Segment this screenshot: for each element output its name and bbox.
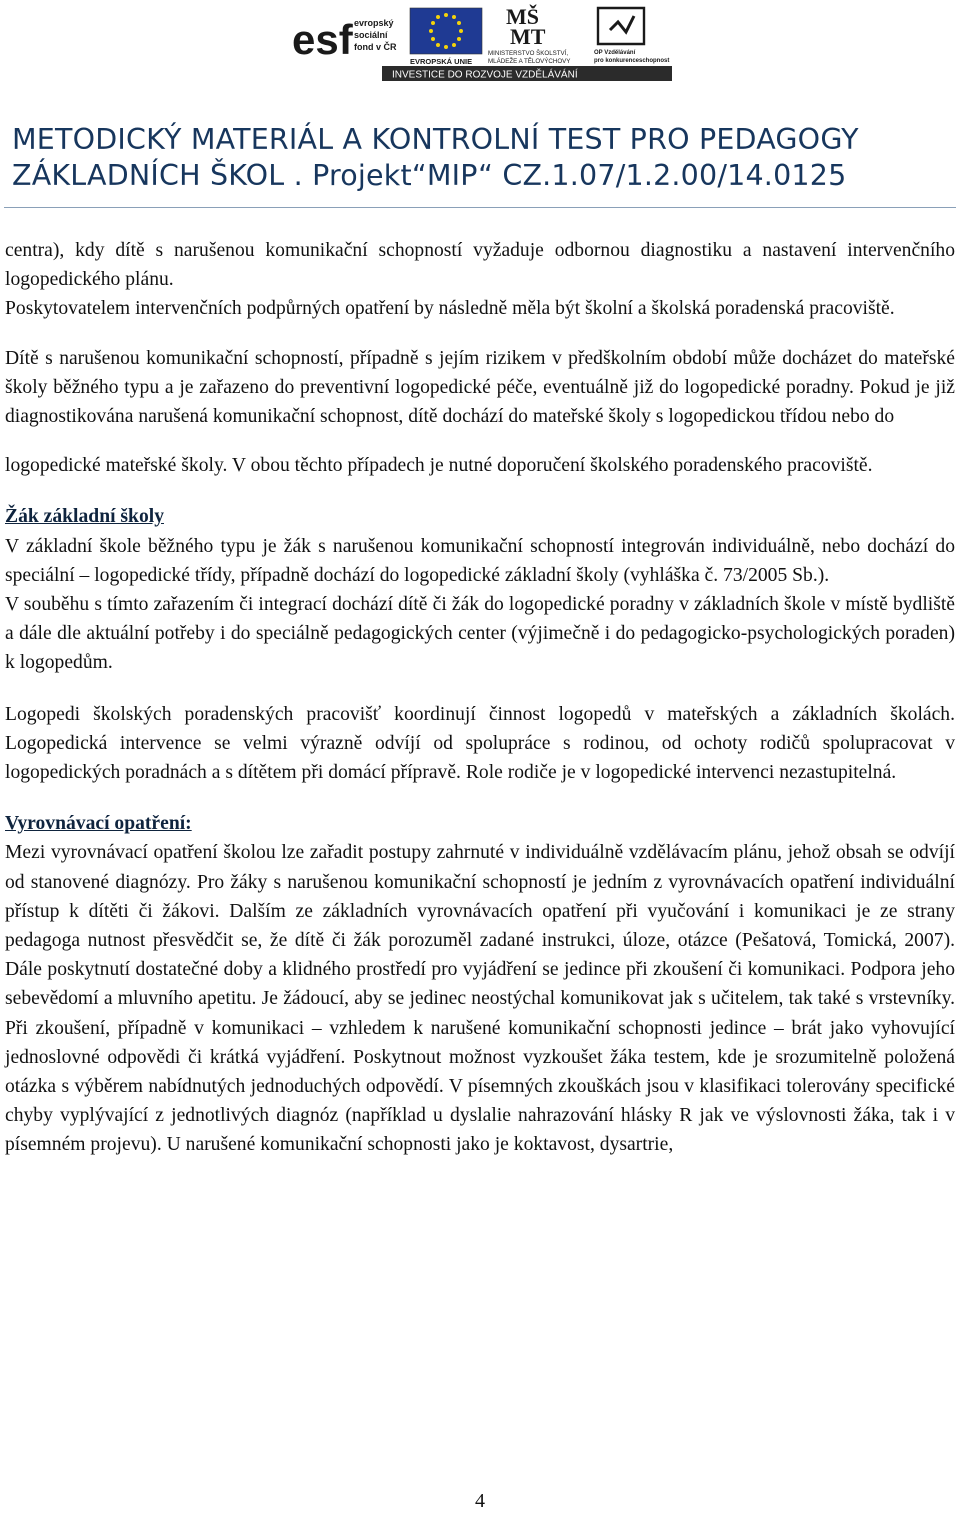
document-header [12,122,952,194]
header-line-1: METODICKÝ MATERIÁL A KONTROLNÍ TEST PRO PEDAGOGY [12,123,859,156]
paragraph-3: Dítě s narušenou komunikační schopností, případně s jejím rizikem v předškolním období může docházet do mateřské školy běžného typu a je zařazeno do preventivní logopedické péče, eventuálně již do logopedické poradny. Pokud je již diagnostikována narušená komunikační schopnost, dítě dochází do mateřské školy s logopedickou třídou nebo do [5,347,955,428]
esf-logo [292,6,404,63]
msmt-mark-top: MŠ [506,4,539,29]
logos-graphic [292,2,672,82]
banner-text: INVESTICE DO ROZVOJE VZDĚLÁVÁNÍ [392,69,578,81]
esf-line3: fond v ČR [354,42,397,52]
msmt-line2: MLÁDEŽE A TĚLOVÝCHOVY [488,58,571,65]
header-divider [4,207,956,208]
paragraph-6: V souběhu s tímto zařazením či integrací dochází dítě či žák do logopedické poradny v základních škole v místě bydliště a dále dle aktuální potřeby i do speciálně pedagogických center (výjimečně i do pedagogicko-psychologických poraden) k logopedům. [5,594,955,674]
op-line1: OP Vzdělávání [594,50,636,56]
paragraph-8: Mezi vyrovnávací opatření školou lze zařadit postupy zahrnuté v individuálně vzdělávacím plánu, jehož obsah se odvíjí od stanovené diagnózy. Pro žáky s narušenou komunikační schopností je jedním z vyrovnávacích opatření individuální přístup k dítěti či žákovi. Dalším ze základních vyrovnávacích opatření při vyučování i komunikaci je ze strany pedagoga nutnost přesvědčit se, že dítě či žák porozuměl zadané instrukci, úloze, otázce (Pešatová, Tomická, 2007). Dále poskytnutí dostatečné doby a klidného prostředí pro vyjádření se jedince při zkoušení či komunikaci. Podpora jeho sebevědomí a mluvního apetitu. Je žádoucí, aby se jedinec neostýchal komunikovat jak s učitelem, tak také s vrstevníky. Při zkoušení, případně v komunikaci – vzhledem k narušené komunikační schopnosti jedince – brát jako vyhovující jednoslovné odpovědi či krátká vyjádření. Poskytnout možnost vyzkoušet žáka testem, kde je srozumitelně položená otázka s výběrem nabídnutých jednoduchých odpovědí. V písemných zkouškách jsou v klasifikaci tolerovány specifické chyby vyplývající z jednotlivých diagnóz (například u dyslalie nahrazování hlásky R jak ve výslovnosti žáka, tak i v písemném projevu). U narušené komunikační schopnosti jako je koktavost, dysartrie, [5,842,955,1156]
section-heading-zak: Žák základní školy [5,506,164,528]
op-line2: pro konkurenceschopnost [594,58,670,64]
paragraph-4: logopedické mateřské školy. V obou těchto případech je nutné doporučení školského poradenského pracoviště. [5,455,873,477]
logo-strip [292,2,672,82]
paragraph-7: Logopedi školských poradenských pracovišť koordinují činnost logopedů v mateřských a základních školách. Logopedická intervence se velmi výrazně odvíjí od spolupráce s rodinou, od ochoty rodičů spolupracovat v logopedických poradnách a s dítětem při domácí přípravě. Role rodiče je v logopedické intervenci nezastupitelná. [5,703,955,784]
document-body [5,236,955,1160]
msmt-line1: MINISTERSTVO ŠKOLSTVÍ, [488,50,569,57]
eu-label: EVROPSKÁ UNIE [410,57,473,66]
eu-flag-logo [410,8,482,66]
paragraph-1: centra), kdy dítě s narušenou komunikační schopností vyžaduje odbornou diagnostiku a nastavení intervenčního logopedického plánu. [5,240,955,291]
esf-line1: evropský [354,18,394,28]
header-line-2: ZÁKLADNÍCH ŠKOL . Projekt“MIP“ CZ.1.07/1.2.00/14.0125 [12,159,847,192]
page-number: 4 [475,1490,485,1512]
paragraph-2: Poskytovatelem intervenčních podpůrných opatření by následně měla být školní a školská poradenská pracoviště. [5,298,895,320]
msmt-logo [488,4,570,65]
op-logo [594,8,669,64]
paragraph-5: V základní škole běžného typu je žák s narušenou komunikační schopností integrován individuálně, nebo dochází do speciální – logopedické třídy, případně dochází do logopedické základní školy (vyhláška č. 73/2005 Sb.). [5,535,955,586]
section-heading-vyrovnavaci: Vyrovnávací opatření: [5,813,192,835]
esf-mark: esf [292,16,353,63]
esf-line2: sociální [354,30,388,40]
msmt-mark-bottom: MT [510,24,546,49]
investice-banner [382,66,672,81]
